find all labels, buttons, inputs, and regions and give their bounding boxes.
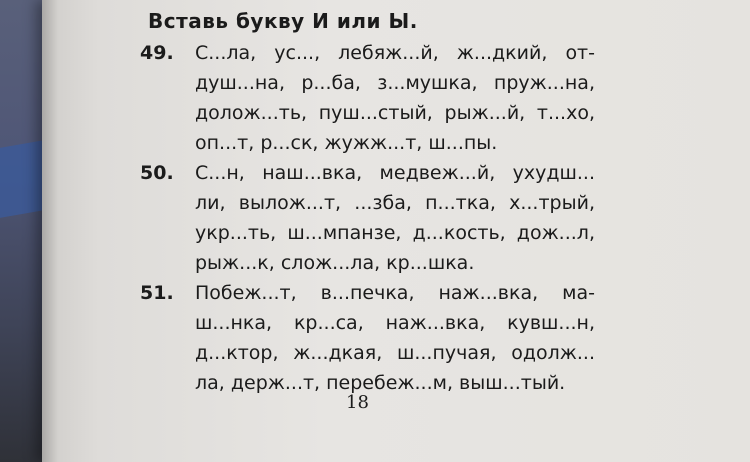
exercise-heading: Вставь букву И или Ы. — [148, 9, 418, 33]
exercise-line: Побеж...т, в...печка, наж...вка, ма- — [195, 282, 595, 304]
exercise-line: укр...ть, ш...мпанзе, д...кость, дож...л, — [195, 222, 595, 244]
exercise-line: рыж...к, слож...ла, кр...шка. — [195, 252, 475, 274]
exercise-line: С...ла, ус..., лебяж...й, ж...дкий, от- — [195, 42, 595, 64]
exercise-number: 50. — [140, 162, 174, 184]
exercise-line: д...ктор, ж...дкая, ш...пучая, одолж... — [195, 342, 595, 364]
page-shadow-edge — [42, 0, 58, 462]
exercise-line: ла, держ...т, перебеж...м, выш...тый. — [195, 372, 566, 394]
exercise-49 — [140, 38, 610, 158]
exercise-line: ш...нка, кр...са, наж...вка, кувш...н, — [195, 312, 595, 334]
exercise-number: 49. — [140, 42, 174, 64]
exercise-line: оп...т, р...ск, жужж...т, ш...пы. — [195, 132, 498, 154]
page-content — [140, 8, 610, 398]
exercise-line: долож...ть, пуш...стый, рыж...й, т...хо, — [195, 102, 595, 124]
exercise-line: ли, вылож...т, ...зба, п...тка, х...трый, — [195, 192, 595, 214]
page-number: 18 — [346, 392, 369, 413]
exercise-line: душ...на, р...ба, з...мушка, пруж...на, — [195, 72, 595, 94]
exercise-51 — [140, 278, 610, 398]
exercise-line: С...н, наш...вка, медвеж...й, ухудш... — [195, 162, 595, 184]
exercise-50 — [140, 158, 610, 278]
exercise-number: 51. — [140, 282, 174, 304]
